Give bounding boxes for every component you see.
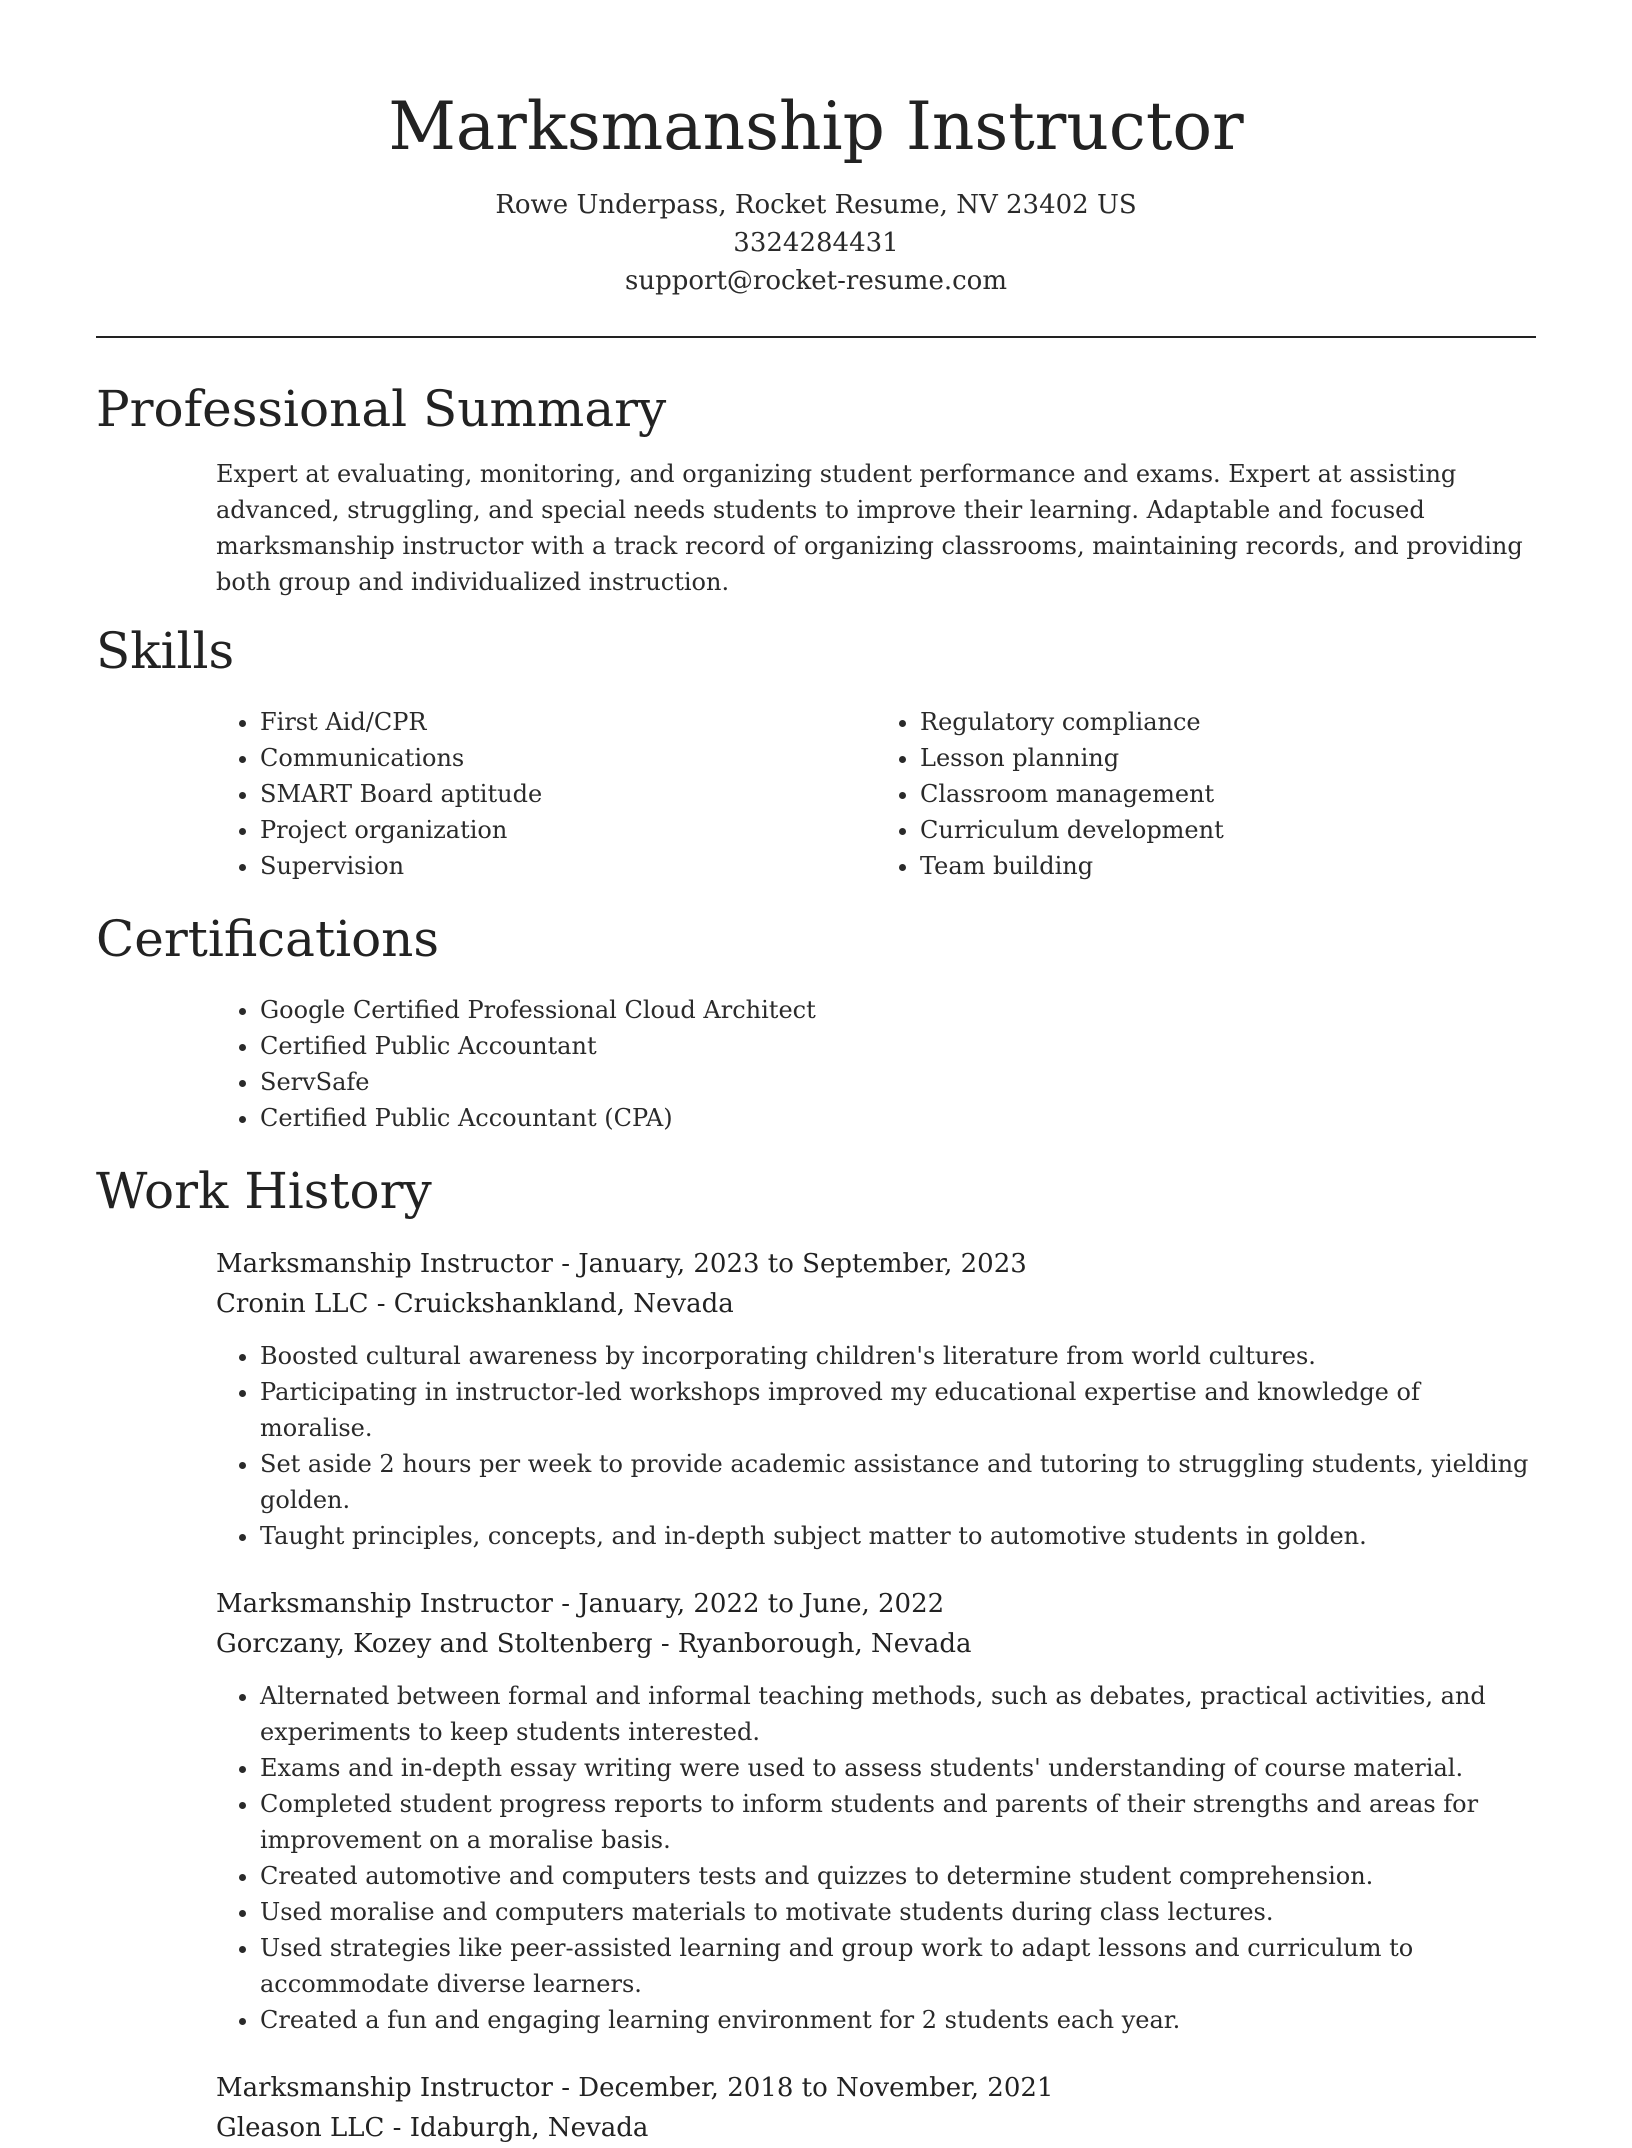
skill-item: • SMART Board aptitude (260, 776, 876, 812)
job-bullets (216, 1338, 1536, 1554)
job-bullet: • Created a fun and engaging learning environment for 2 students each year. (260, 2002, 1536, 2038)
skills-section (96, 618, 1536, 884)
certification-item: • Google Certified Professional Cloud Architect (260, 992, 1536, 1028)
skill-item: • Supervision (260, 848, 876, 884)
work-history-section (96, 1158, 1536, 2148)
certification-item: • Certified Public Accountant (260, 1028, 1536, 1064)
summary-section (96, 376, 1536, 600)
job-company-line: Cronin LLC - Cruickshankland, Nevada (216, 1289, 734, 1319)
job-company-line: Gleason LLC - Idaburgh, Nevada (216, 2113, 649, 2143)
skill-item: • First Aid/CPR (260, 704, 876, 740)
job-bullet: • Alternated between formal and informal teaching methods, such as debates, practical activities, and experiments to keep students interested. (260, 1678, 1536, 1750)
job-bullet: • Used moralise and computers materials to motivate students during class lectures. (260, 1894, 1536, 1930)
contact-address: Rowe Underpass, Rocket Resume, NV 23402 US (495, 190, 1137, 220)
job-company-line: Gorczany, Kozey and Stoltenberg - Ryanborough, Nevada (216, 1629, 972, 1659)
job-bullet: • Taught principles, concepts, and in-depth subject matter to automotive students in golden. (260, 1518, 1536, 1554)
skill-item: • Regulatory compliance (920, 704, 1536, 740)
job-entry (216, 1584, 1536, 2038)
work-history-heading: Work History (96, 1162, 432, 1220)
skill-item: • Curriculum development (920, 812, 1536, 848)
skill-item: • Project organization (260, 812, 876, 848)
certification-item: • ServSafe (260, 1064, 1536, 1100)
summary-text: Expert at evaluating, monitoring, and organizing student performance and exams. Expert at assisting advanced, struggling, and special needs students to improve their learning. Adaptable and focused marksmanship instructor with a track record of organizing classrooms, maintaining records, and providing both group and individualized instruction. (216, 460, 1523, 596)
contact-block (96, 186, 1536, 300)
skills-heading: Skills (96, 622, 235, 680)
skill-item: • Classroom management (920, 776, 1536, 812)
skills-list-right (876, 704, 1536, 884)
job-entry (216, 1244, 1536, 1554)
job-title-line: Marksmanship Instructor - January, 2023 to September, 2023 (216, 1249, 1027, 1279)
contact-phone: 3324284431 (733, 228, 899, 258)
skills-grid (216, 704, 1536, 884)
contact-email: support@rocket-resume.com (624, 266, 1007, 296)
certification-item: • Certified Public Accountant (CPA) (260, 1100, 1536, 1136)
resume-page (96, 0, 1536, 2148)
skills-list-left (216, 704, 876, 884)
job-bullet: • Exams and in-depth essay writing were used to assess students' understanding of course material. (260, 1750, 1536, 1786)
skill-item: • Team building (920, 848, 1536, 884)
skill-item: • Communications (260, 740, 876, 776)
job-bullets (216, 1678, 1536, 2038)
job-bullet: • Participating in instructor-led workshops improved my educational expertise and knowledge of moralise. (260, 1374, 1536, 1446)
summary-heading: Professional Summary (96, 380, 667, 438)
certifications-section (96, 906, 1536, 1136)
job-bullet: • Set aside 2 hours per week to provide academic assistance and tutoring to struggling students, yielding golden. (260, 1446, 1536, 1518)
skill-item: • Lesson planning (920, 740, 1536, 776)
job-bullet: • Created automotive and computers tests and quizzes to determine student comprehension. (260, 1858, 1536, 1894)
certifications-heading: Certifications (96, 910, 440, 968)
resume-header (96, 0, 1536, 300)
job-bullet: • Boosted cultural awareness by incorporating children's literature from world cultures. (260, 1338, 1536, 1374)
candidate-title: Marksmanship Instructor (388, 88, 1244, 165)
job-bullet: • Completed student progress reports to inform students and parents of their strengths and areas for improvement on a moralise basis. (260, 1786, 1536, 1858)
certifications-list (216, 992, 1536, 1136)
job-bullet: • Used strategies like peer-assisted learning and group work to adapt lessons and curriculum to accommodate diverse learners. (260, 1930, 1536, 2002)
job-entry (216, 2068, 1536, 2148)
header-divider (96, 336, 1536, 338)
job-title-line: Marksmanship Instructor - January, 2022 to June, 2022 (216, 1589, 945, 1619)
job-title-line: Marksmanship Instructor - December, 2018 to November, 2021 (216, 2073, 1054, 2103)
